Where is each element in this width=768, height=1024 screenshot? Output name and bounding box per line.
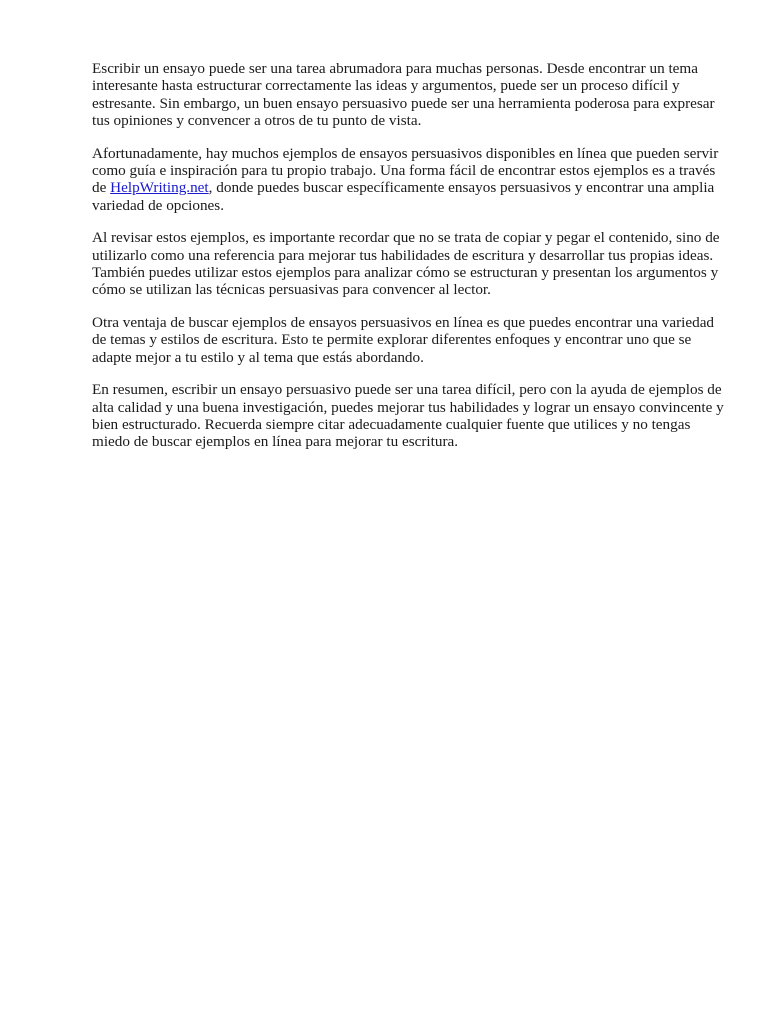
helpwriting-link[interactable]: HelpWriting.net <box>110 179 209 197</box>
document-body <box>92 60 732 466</box>
paragraph-examples-online <box>92 145 732 214</box>
paragraph-intro: Escribir un ensayo puede ser una tarea abrumadora para muchas personas. Desde encontrar un tema interesante hasta estructurar correctamente las ideas y argumentos, puede ser un proceso difícil y estresante. Sin embargo, un buen ensayo persuasivo puede ser una herramienta poderosa para expresar tus opiniones y convencer a otros de tu punto de vista. <box>92 60 715 129</box>
paragraph-reviewing-examples: Al revisar estos ejemplos, es importante recordar que no se trata de copiar y pegar el contenido, sino de utilizarlo como una referencia para mejorar tus habilidades de escritura y desarrollar tus propias ideas. También puedes utilizar estos ejemplos para analizar cómo se estructuran y presentan los argumentos y cómo se utilizan las técnicas persuasivas para convencer al lector. <box>92 229 720 299</box>
paragraph-advantages: Otra ventaja de buscar ejemplos de ensayos persuasivos en línea es que puedes encontrar una variedad de temas y estilos de escritura. Esto te permite explorar diferentes enfoques y encontrar uno que se adapte mejor a tu estilo y al tema que estás abordando. <box>92 314 715 366</box>
paragraph-examples-text-before: Afortunadamente, hay muchos ejemplos de ensayos persuasivos disponibles en línea que pueden servir como guía e inspiración para tu propio trabajo. Una forma fácil de encontrar estos ejemplos es a través de <box>92 144 719 197</box>
paragraph-summary: En resumen, escribir un ensayo persuasivo puede ser una tarea difícil, pero con la ayuda de ejemplos de alta calidad y una buena investigación, puedes mejorar tus habilidades y lograr un ensayo convincente y bien estructurado. Recuerda siempre citar adecuadamente cualquier fuente que utilices y no tengas miedo de buscar ejemplos en línea para mejorar tu escritura. <box>92 381 724 451</box>
paragraph-examples-text-after: , donde puedes buscar específicamente ensayos persuasivos y encontrar una amplia variedad de opciones. <box>92 179 715 214</box>
